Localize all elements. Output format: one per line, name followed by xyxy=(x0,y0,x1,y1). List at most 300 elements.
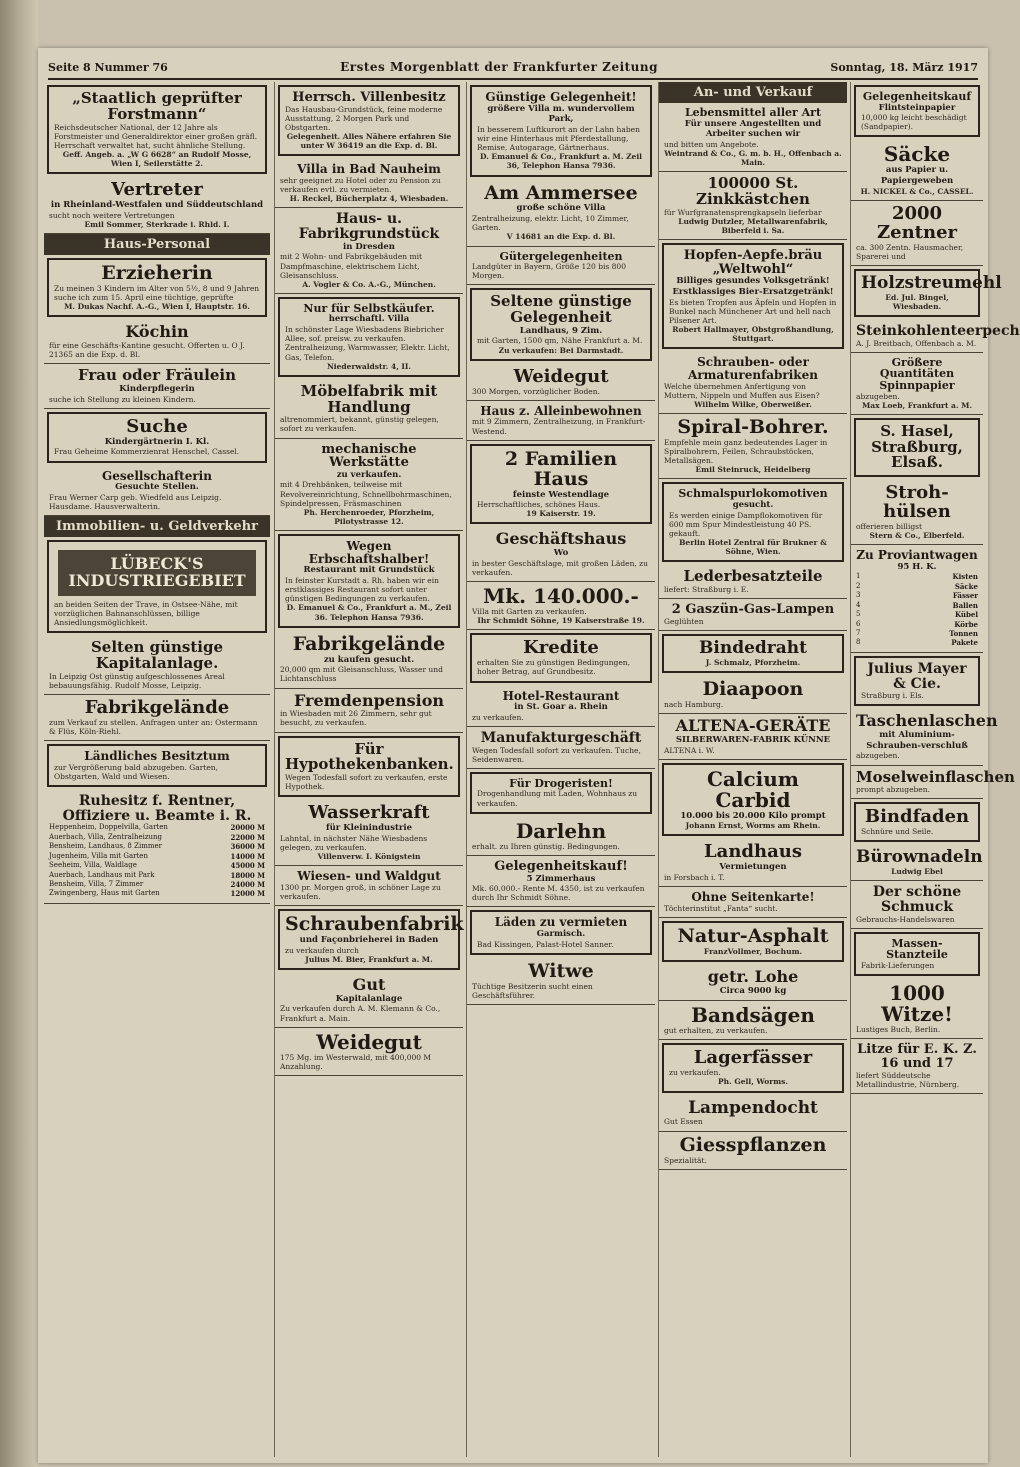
advertisement-address: Robert Hallmayer, Obstgroßhandlung, Stuttgart. xyxy=(672,325,834,344)
price-row-value: 45000 M xyxy=(230,861,265,871)
advertisement xyxy=(467,401,655,441)
advertisement xyxy=(659,1132,847,1170)
price-row-value: Pakete xyxy=(951,638,978,648)
advertisement-title: Säcke xyxy=(883,142,951,167)
advertisement-title: Wiesen- und Waldgut xyxy=(297,869,441,884)
advertisement xyxy=(470,633,652,682)
price-row xyxy=(856,582,978,591)
price-row-label: 8 xyxy=(856,638,861,647)
price-row xyxy=(49,842,265,851)
advertisement-body: für eine Geschäfts-Kantine gesucht. Offerten u. O J. 21365 an die Exp. d. Bl. xyxy=(49,341,245,360)
advertisement xyxy=(275,1028,463,1076)
advertisement-body: für Wurfgranatensprengkapseln lieferbar xyxy=(664,207,822,217)
price-row xyxy=(856,601,978,610)
advertisement-body: Landgüter in Bayern, Größe 120 bis 800 Morgen. xyxy=(472,262,626,281)
advertisement xyxy=(659,839,847,887)
advertisement xyxy=(659,103,847,172)
price-row xyxy=(856,572,978,581)
price-row-value: 14000 M xyxy=(230,851,265,861)
advertisement-address: Gelegenheit. Alles Nähere erfahren Sie unter W 36419 an die Exp. d. Bl. xyxy=(286,132,452,151)
advertisement-title: Gütergelegenheiten xyxy=(499,249,623,263)
advertisement-body: Frau Werner Carp geb. Wiedfeld aus Leipzig. Hausdame. Hausverwalterin. xyxy=(49,492,222,511)
price-row-label: 1 xyxy=(856,572,861,581)
advertisement-title: Fabrikgelände xyxy=(84,696,230,718)
page-header xyxy=(48,56,978,80)
advertisement xyxy=(275,439,463,532)
advertisement-title: Diaapoon xyxy=(702,678,804,701)
advertisement-address: 19 Kaiserstr. 19. xyxy=(526,509,596,519)
advertisement-title: 1000 Witze! xyxy=(881,981,953,1027)
advertisement-title: Haus z. Alleinbewohnen xyxy=(480,403,642,418)
advertisement xyxy=(659,565,847,599)
advertisement-body: zum Verkauf zu stellen. Anfragen unter an: Ostermann & Flüs, Köln-Riehl. xyxy=(49,717,258,736)
advertisement-title: 2 Familien Haus xyxy=(504,447,618,490)
price-row xyxy=(856,620,978,629)
advertisement-title: Moselweinflaschen xyxy=(856,767,1015,786)
advertisement-subtitle: Garmisch. xyxy=(536,929,586,940)
advertisement xyxy=(662,243,844,349)
price-row-label: 7 xyxy=(856,628,861,637)
advertisement-subtitle: zu kaufen gesucht. xyxy=(323,654,415,665)
advertisement-subtitle: Billiges gesundes Volksgetränk! Erstklassiges Bier-Ersatzgetränk! xyxy=(672,276,834,298)
advertisement-body: Fabrik-Lieferungen xyxy=(861,961,935,971)
advertisement-title: Gelegenheitskauf xyxy=(862,90,972,103)
advertisement-address: M. Dukas Nachf. A.-G., Wien I, Hauptstr. 16. xyxy=(64,302,250,312)
advertisement-title: S. Hasel, Straßburg, Elsaß. xyxy=(871,421,963,472)
advertisement-body: mit Garten, 1500 qm, Nähe Frankfurt a. M. xyxy=(477,336,643,346)
advertisement xyxy=(275,631,463,689)
price-row-value: Tonnen xyxy=(949,628,978,638)
advertisement-address: Villenverw. I. Königstein xyxy=(317,852,421,862)
advertisement-body: mit 4 Drehbänken, teilweise mit Revolvereinrichtung, Schnellbohrmaschinen, Spindelpressen, Fräsmaschinen xyxy=(280,480,452,508)
advertisement xyxy=(851,140,983,200)
advertisement-body: Tüchtige Besitzerin sucht einen Geschäftsführer. xyxy=(472,981,593,1000)
price-row-value: 20000 M xyxy=(230,823,265,833)
advertisement-body: 20,000 qm mit Gleisanschluss, Wasser und Lichtanschluss xyxy=(280,665,443,684)
advertisement xyxy=(659,965,847,1001)
advertisement xyxy=(467,727,655,769)
advertisement-title: Fabrikgelände xyxy=(292,632,446,655)
advertisement-body: erhalten Sie zu günstigen Bedingungen, hoher Betrag, auf Grundbesitz. xyxy=(477,658,630,677)
advertisement-address: D. Emanuel & Co., Frankfurt a. M., Zeil 36. Telephon Hansa 7936. xyxy=(286,603,452,622)
advertisement xyxy=(659,676,847,714)
advertisement-body: abzugeben. xyxy=(856,751,900,761)
advertisement-subtitle: mit Aluminium-Schrauben-verschluß xyxy=(866,730,968,751)
advertisement-title: Möbelfabrik mit Handlung xyxy=(300,381,438,416)
advertisement-address: FranzVollmer, Bochum. xyxy=(703,946,803,956)
advertisement-title: Seltene günstige Gelegenheit xyxy=(490,292,632,327)
advertisement-body: in Forsbach i. T. xyxy=(664,872,725,882)
column-1 xyxy=(44,82,270,1457)
advertisement xyxy=(662,921,844,962)
advertisement-title: Frau oder Fräulein xyxy=(77,366,237,385)
advertisement-subtitle: 95 H. K. xyxy=(897,561,937,572)
advertisement xyxy=(467,817,655,856)
section-heading: An- und Verkauf xyxy=(659,82,847,103)
advertisement-body: Töchterinstitut „Fanta“ sucht. xyxy=(664,903,778,913)
advertisement-title: Taschenlaschen xyxy=(856,711,998,731)
advertisement xyxy=(47,85,267,174)
advertisement-address: Wilhelm Wilke, Oberweißer. xyxy=(694,399,812,409)
advertisement-body: In besserem Luftkurort an der Lahn haben wir eine Hinterhaus mit Pferdestallung, Remise, Autogarage, Gärtnerhaus. xyxy=(477,124,640,153)
advertisement-title: Weidegut xyxy=(513,365,609,387)
advertisement-body: Wegen Todesfall sofort zu verkaufen. Tuche, Seidenwaren. xyxy=(472,745,641,764)
advertisement xyxy=(278,297,460,377)
advertisement-address: Emil Sommer, Sterkrade i. Rhld. I. xyxy=(84,219,230,229)
advertisement xyxy=(662,634,844,673)
advertisement xyxy=(278,85,460,156)
price-row xyxy=(856,638,978,647)
advertisement-body: 175 Mg. im Westerwald, mit 400,000 M Anzahlung. xyxy=(280,1052,432,1071)
advertisement-body: Zentralheizung, elektr. Licht, 10 Zimmer, Garten. xyxy=(472,214,629,233)
advertisement-title: getr. Lohe xyxy=(707,966,799,986)
advertisement-body: ca. 300 Zentn. Hausmacher, Sparerei und xyxy=(856,242,964,261)
advertisement-body: zu verkaufen durch xyxy=(285,945,359,955)
advertisement-title: Vertreter xyxy=(111,179,203,201)
advertisement xyxy=(659,1096,847,1132)
advertisement-title: Bindedraht xyxy=(699,638,807,659)
advertisement-title: Zu Proviantwagen xyxy=(856,548,978,563)
advertisement-title: ALTENA-GERÄTE xyxy=(675,716,831,736)
advertisement-title: Villa in Bad Nauheim xyxy=(297,162,441,177)
advertisement xyxy=(467,364,655,401)
advertisement-subtitle: zu verkaufen. xyxy=(336,469,402,480)
advertisement-address: Niederwaldstr. 4, II. xyxy=(326,361,412,371)
advertisement xyxy=(278,909,464,970)
advertisement-subtitle: in Dresden xyxy=(343,241,395,252)
price-row xyxy=(856,610,978,619)
advertisement-address: Stern & Co., Elberfeld. xyxy=(869,530,965,540)
advertisement-body: sucht noch weitere Vertretungen xyxy=(49,210,175,220)
issue-date: Sonntag, 18. März 1917 xyxy=(830,60,978,74)
advertisement-subtitle: Landhaus, 9 Zim. xyxy=(519,325,603,336)
advertisement-title: Lederbesatzteile xyxy=(683,567,823,586)
price-row-value: 24000 M xyxy=(230,879,265,889)
advertisement-body: Frau Geheime Kommerzienrat Henschel, Cassel. xyxy=(54,447,240,457)
advertisement-body: und bitten um Angebote. xyxy=(664,139,759,149)
advertisement-title: Witwe xyxy=(528,959,594,982)
advertisement xyxy=(467,527,655,582)
advertisement-title: Schmalspurlokomotiven xyxy=(678,487,828,501)
advertisement-title: Erzieherin xyxy=(101,262,213,284)
advertisement-title: Lebensmittel aller Art xyxy=(684,106,822,119)
advertisement-body: erhalt. zu Ihren günstig. Bedingungen. xyxy=(472,841,620,851)
advertisement-subtitle: 10.000 bis 20.000 Kilo prompt xyxy=(680,810,826,821)
advertisement xyxy=(275,866,463,906)
advertisement xyxy=(662,482,844,562)
advertisement-body: liefert Süddeutsche Metallindustrie, Nürnberg. xyxy=(856,1070,960,1089)
advertisement-title: Für Drogeristen! xyxy=(509,776,613,790)
advertisement xyxy=(851,766,1015,800)
advertisement-title: Haus- u. Fabrikgrundstück xyxy=(298,211,440,243)
advertisement-address: Zu verkaufen: Bei Darmstadt. xyxy=(498,345,624,355)
price-row-value: 18000 M xyxy=(230,870,265,880)
advertisement-subtitle: große schöne Villa xyxy=(516,203,606,214)
advertisement-title: Ruhesitz f. Rentner, Offiziere u. Beamte i. R. xyxy=(62,792,252,824)
advertisement xyxy=(467,247,655,286)
price-row-value: Ballen xyxy=(952,600,978,610)
column-4 xyxy=(658,82,847,1457)
newspaper-page xyxy=(38,48,1020,1463)
price-row xyxy=(856,591,978,600)
advertisement xyxy=(659,887,847,918)
advertisement-body: liefert: Straßburg i. E. xyxy=(664,585,749,595)
advertisement-title: Herrsch. Villenbesitz xyxy=(292,90,446,105)
advertisement-subtitle: Wo xyxy=(553,548,569,559)
advertisement-title: Litze für E. K. Z. 16 und 17 xyxy=(857,1042,977,1071)
advertisement-body: Zu verkaufen durch A. M. Klemann & Co., Frankfurt a. Main. xyxy=(280,1004,441,1023)
advertisement xyxy=(44,466,270,517)
advertisement xyxy=(44,177,270,234)
advertisement-title: Günstige Gelegenheit! xyxy=(485,90,637,104)
advertisement xyxy=(851,1039,983,1094)
advertisement-address: D. Emanuel & Co., Frankfurt a. M. Zeil 36, Telephon Hansa 7936. xyxy=(479,152,643,171)
advertisement-title: Stroh-hülsen xyxy=(883,482,951,522)
price-row-value: 12000 M xyxy=(230,889,265,899)
advertisement-address: A. Vogler & Co. A.-G., München. xyxy=(302,279,436,289)
advertisement-title: Schrauben- oder Armaturenfabriken xyxy=(688,355,818,382)
advertisement-address: Ludwig Ebel xyxy=(891,867,943,877)
advertisement-body: Welche übernehmen Anfertigung von Muttern, Nippeln und Muffen aus Eisen? xyxy=(664,381,820,400)
advertisement xyxy=(47,258,267,317)
advertisement-body: Bad Kissingen, Palast-Hotel Sanner. xyxy=(477,939,614,949)
advertisement-body: suche ich Stellung zu kleinen Kindern. xyxy=(49,394,196,404)
advertisement-subtitle: Für unsere Angestellten und Arbeiter suchen wir xyxy=(684,118,822,140)
advertisement-title: Manufakturgeschäft xyxy=(480,729,642,746)
advertisement-subtitle: Kapitalanlage xyxy=(335,993,403,1004)
advertisement-address: Ludwig Dutzler, Metallwarenfabrik, Biberfeld i. Sa. xyxy=(678,216,828,235)
advertisement-body: Zu meinen 3 Kindern im Alter von 5½, 8 und 9 Jahren suche ich zum 15. April eine tüchtige, geprüfte xyxy=(54,283,260,303)
advertisement xyxy=(659,352,847,414)
advertisement-body: Drogenhandlung mit Laden, Wohnhaus zu verkaufen. xyxy=(477,789,638,808)
advertisement-body: 10,000 kg leicht beschädigt (Sandpapier). xyxy=(861,113,967,132)
advertisement xyxy=(467,686,655,727)
advertisement xyxy=(44,364,270,409)
advertisement-subtitle: Vermietungen xyxy=(719,862,787,873)
advertisement-body: gut erhalten, zu verkaufen. xyxy=(664,1026,768,1036)
advertisement xyxy=(851,201,983,266)
advertisement-body: Geglühten xyxy=(664,616,704,626)
advertisement-body: zur Vergrößerung bald abzugeben. Garten, Obstgarten, Wald und Wiesen. xyxy=(54,762,218,781)
price-row-value: 22000 M xyxy=(230,832,265,842)
advertisement xyxy=(275,689,463,733)
advertisement-title: Mk. 140.000.- xyxy=(483,584,639,609)
advertisement-address: H. Reckel, Bücherplatz 4, Wiesbaden. xyxy=(289,194,449,204)
advertisement-body: altrenommiert, bekannt, günstig gelegen, sofort zu verkaufen. xyxy=(280,415,439,434)
price-row xyxy=(49,889,265,898)
advertisement xyxy=(854,269,1002,317)
advertisement xyxy=(854,802,980,842)
price-row-value: Säcke xyxy=(954,581,978,591)
advertisement xyxy=(275,159,463,208)
advertisement-title: Kredite xyxy=(523,637,599,659)
advertisement-address: Ph. Herchenroeder, Pforzheim, Pilotystrasse 12. xyxy=(303,507,435,527)
price-row-value: Fässer xyxy=(952,591,978,601)
advertisement-subtitle: aus Papier u. Papiergeweben xyxy=(880,165,954,187)
advertisement-address: Ihr Schmidt Söhne, 19 Kaiserstraße 19. xyxy=(477,616,645,626)
section-heading: Immobilien- u. Geldverkehr xyxy=(44,516,270,537)
advertisement-body: Villa mit Garten zu verkaufen. xyxy=(472,607,587,617)
advertisement-body: zu verkaufen. xyxy=(669,1068,721,1078)
advertisement xyxy=(851,353,983,415)
advertisement-body: zu verkaufen. xyxy=(472,712,524,722)
price-row-value: 36000 M xyxy=(230,842,265,852)
advertisement xyxy=(470,85,652,177)
advertisement-title: Bandsägen xyxy=(691,1003,815,1028)
advertisement-address: Ph. Gell, Worms. xyxy=(718,1077,788,1087)
advertisement-body: Straßburg i. Els. xyxy=(861,691,924,701)
advertisement-body: in Wiesbaden mit 26 Zimmern, sehr gut besucht, zu verkaufen. xyxy=(280,709,432,728)
advertisement-address: Geff. Angeb. a. „W G 6628“ an Rudolf Mosse, Wien I, Seilerstätte 2. xyxy=(62,149,252,169)
advertisement xyxy=(851,480,983,545)
advertisement xyxy=(851,545,983,653)
advertisement xyxy=(467,958,655,1005)
price-row xyxy=(49,880,265,889)
book-binding-edge xyxy=(0,0,38,1467)
advertisement-subtitle: in St. Goar a. Rhein xyxy=(514,702,608,713)
advertisement-body: Empfehle mein ganz bedeutendes Lager in Spiralbohrern, Feilen, Schraubstöcken, Metallsägen. xyxy=(664,437,828,466)
advertisement-subtitle: Kindergärtnerin I. Kl. xyxy=(104,436,210,447)
advertisement-body: mit 2 Wohn- und Fabrikgebäuden mit Dampfmaschine, elektrischem Licht, Gleisanschluss. xyxy=(280,252,423,280)
masthead: Erstes Morgenblatt der Frankfurter Zeitung xyxy=(340,60,659,74)
advertisement xyxy=(278,534,460,628)
advertisement-address: Ed. Jul. Bingel, Wiesbaden. xyxy=(885,292,949,311)
advertisement xyxy=(275,208,463,294)
advertisement-title: Schraubenfabrik xyxy=(285,913,464,936)
advertisement xyxy=(470,910,652,954)
advertisement xyxy=(275,800,463,866)
advertisement xyxy=(47,744,267,787)
advertisement-title: Bindfaden xyxy=(864,806,970,828)
advertisement xyxy=(44,695,270,741)
price-row-label: Heppenheim, Doppelvilla, Garten xyxy=(49,823,168,832)
price-row-value: Körbe xyxy=(954,619,978,629)
advertisement xyxy=(659,1001,847,1040)
advertisement-title: Massen-Stanzteile xyxy=(886,936,948,962)
advertisement xyxy=(854,932,980,976)
advertisement xyxy=(278,736,460,798)
price-row xyxy=(856,629,978,638)
advertisement-body: Schnüre und Seile. xyxy=(861,827,934,837)
advertisement-body: Lustiges Buch, Berlin. xyxy=(856,1025,941,1035)
advertisement-title: Calcium Carbid xyxy=(707,766,799,812)
advertisement-subtitle: Flintsteinpapier xyxy=(878,102,956,113)
advertisement-title: Läden zu vermieten xyxy=(494,915,628,930)
advertisement-body: Es bieten Tropfen aus Äpfeln und Hopfen in Bunkel nach Münchener Art und hell nach Pilsener Art. xyxy=(669,297,837,325)
price-row-label: Jugenheim, Villa mit Garten xyxy=(49,851,148,860)
advertisement-title: Holzstreumehl xyxy=(861,272,1002,293)
advertisement xyxy=(659,599,847,631)
advertisement-title: 100000 St. Zinkkästchen xyxy=(696,174,810,208)
advertisement-address: V 14681 an die Exp. d. Bl. xyxy=(506,232,616,242)
advertisement-title: Landhaus xyxy=(704,841,802,863)
advertisement xyxy=(275,380,463,439)
advertisement-body: prompt abzugeben. xyxy=(856,785,930,795)
advertisement-subtitle: 5 Zimmerhaus xyxy=(526,873,596,884)
advertisement-title: Ohne Seitenkarte! xyxy=(691,890,815,905)
advertisement-title: Selten günstige Kapitalanlage. xyxy=(90,638,224,672)
advertisement-body: Gebrauchs-Handelswaren xyxy=(856,914,955,924)
advertisement xyxy=(659,714,847,760)
advertisement xyxy=(470,772,652,814)
advertisement-title: Gelegenheitskauf! xyxy=(494,858,628,874)
advertisement-body: an beiden Seiten der Trave, in Ostsee-Nähe, mit vorzüglichen Bahnanschlüssen, billige Ansiedlungsmöglichkeit. xyxy=(54,599,238,627)
advertisement-title: „Staatlich geprüfter Forstmann“ xyxy=(72,89,242,123)
advertisement-title: Lampendocht xyxy=(688,1097,818,1118)
advertisement-body: mit 9 Zimmern, Zentralheizung, in Frankfurt-Westend. xyxy=(472,417,646,436)
advertisement-address: Julius M. Bier, Frankfurt a. M. xyxy=(305,954,433,964)
advertisement xyxy=(467,582,655,630)
advertisement-body: Es werden einige Dampflokomotiven für 600 mm Spur Mindestleistung 40 PS. gekauft. xyxy=(669,510,823,538)
advertisement-subtitle: Restaurant mit Grundstück xyxy=(303,565,435,576)
price-row-label: 5 xyxy=(856,610,861,619)
advertisement-title: Steinkohlenteerpech xyxy=(856,323,1020,340)
advertisement xyxy=(467,180,655,247)
advertisement xyxy=(470,444,652,525)
advertisement-title: Köchin xyxy=(125,322,189,342)
advertisement-title: Der schöne Schmuck xyxy=(872,884,962,916)
advertisement-body: nach Hamburg. xyxy=(664,699,724,709)
advertisement-body: Mk. 60.000.- Rente M. 4350, ist zu verkaufen durch Ihr Schmidt Söhne. xyxy=(472,884,645,903)
advertisement-subtitle: SILBERWAREN-FABRIK KÜNNE xyxy=(675,734,831,745)
price-row xyxy=(49,833,265,842)
advertisement-body: Gut Essen xyxy=(664,1117,703,1127)
advertisement-title: Hopfen-Aepfe.bräu „Weltwohl“ xyxy=(683,248,823,277)
price-row xyxy=(49,871,265,880)
advertisement-title: Bürownadeln xyxy=(856,847,983,868)
price-table xyxy=(49,823,265,899)
advertisement-body: Lahntal, in nächster Nähe Wiesbadens gelegen, zu verkaufen. xyxy=(280,833,428,853)
advertisement-subtitle: herrschaftl. Villa xyxy=(328,314,410,325)
advertisement-body: Spezialität. xyxy=(664,1155,707,1165)
advertisement-body: ALTENA i. W. xyxy=(664,745,715,755)
advertisement xyxy=(851,320,1020,353)
advertisement-address: Weintrand & Co., G. m. b. H., Offenbach a. Main. xyxy=(664,148,842,168)
advertisement xyxy=(854,418,980,477)
advertisement-title: Ländliches Besitztum xyxy=(84,749,230,764)
advertisement-title: Hotel-Restaurant xyxy=(502,688,620,703)
advertisement-title: Suche xyxy=(126,415,188,437)
advertisement xyxy=(851,881,983,929)
page-number: Seite 8 Nummer 76 xyxy=(48,60,168,74)
price-table xyxy=(856,572,978,648)
price-row-label: Auerbach, Landhaus mit Park xyxy=(49,870,155,879)
advertisement-title: Giesspflanzen xyxy=(679,1133,827,1156)
advertisement-title: Weidegut xyxy=(316,1029,422,1054)
advertisement-subtitle: in Rheinland-Westfalen und Süddeutschland xyxy=(50,200,264,211)
advertisement-title: Fremdenpension xyxy=(293,690,444,710)
advertisement-subtitle: und Façonbrieherei in Baden xyxy=(299,935,439,946)
advertisement-title: Wasserkraft xyxy=(308,802,430,824)
advertisement-title: 2000 Zentner xyxy=(876,202,957,243)
advertisement-title: mechanische Werkstätte xyxy=(321,441,417,471)
advertisement-body: offerieren billigst xyxy=(856,521,923,531)
column-5 xyxy=(850,82,1020,1457)
price-row-label: 4 xyxy=(856,600,861,609)
price-row-label: Zwingenberg, Haus mit Garten xyxy=(49,889,160,898)
advertisement-subtitle: Circa 9000 kg xyxy=(719,985,787,996)
price-row xyxy=(49,861,265,870)
advertisement-address: Emil Steinruck, Heidelberg xyxy=(695,465,811,475)
advertisement xyxy=(854,656,980,707)
advertisement-address: H. NICKEL & Co., CASSEL. xyxy=(860,186,974,196)
advertisement-title: Größere Quantitäten Spinnpapier xyxy=(879,355,955,392)
advertisement xyxy=(851,845,983,881)
advertisement-body: 300 Morgen, vorzüglicher Boden. xyxy=(472,386,600,396)
advertisement-subtitle: Gesuchte Stellen. xyxy=(115,482,199,493)
advertisement-title: Am Ammersee xyxy=(484,181,638,204)
advertisement-title: Wegen Erbschaftshalber! xyxy=(308,539,430,566)
